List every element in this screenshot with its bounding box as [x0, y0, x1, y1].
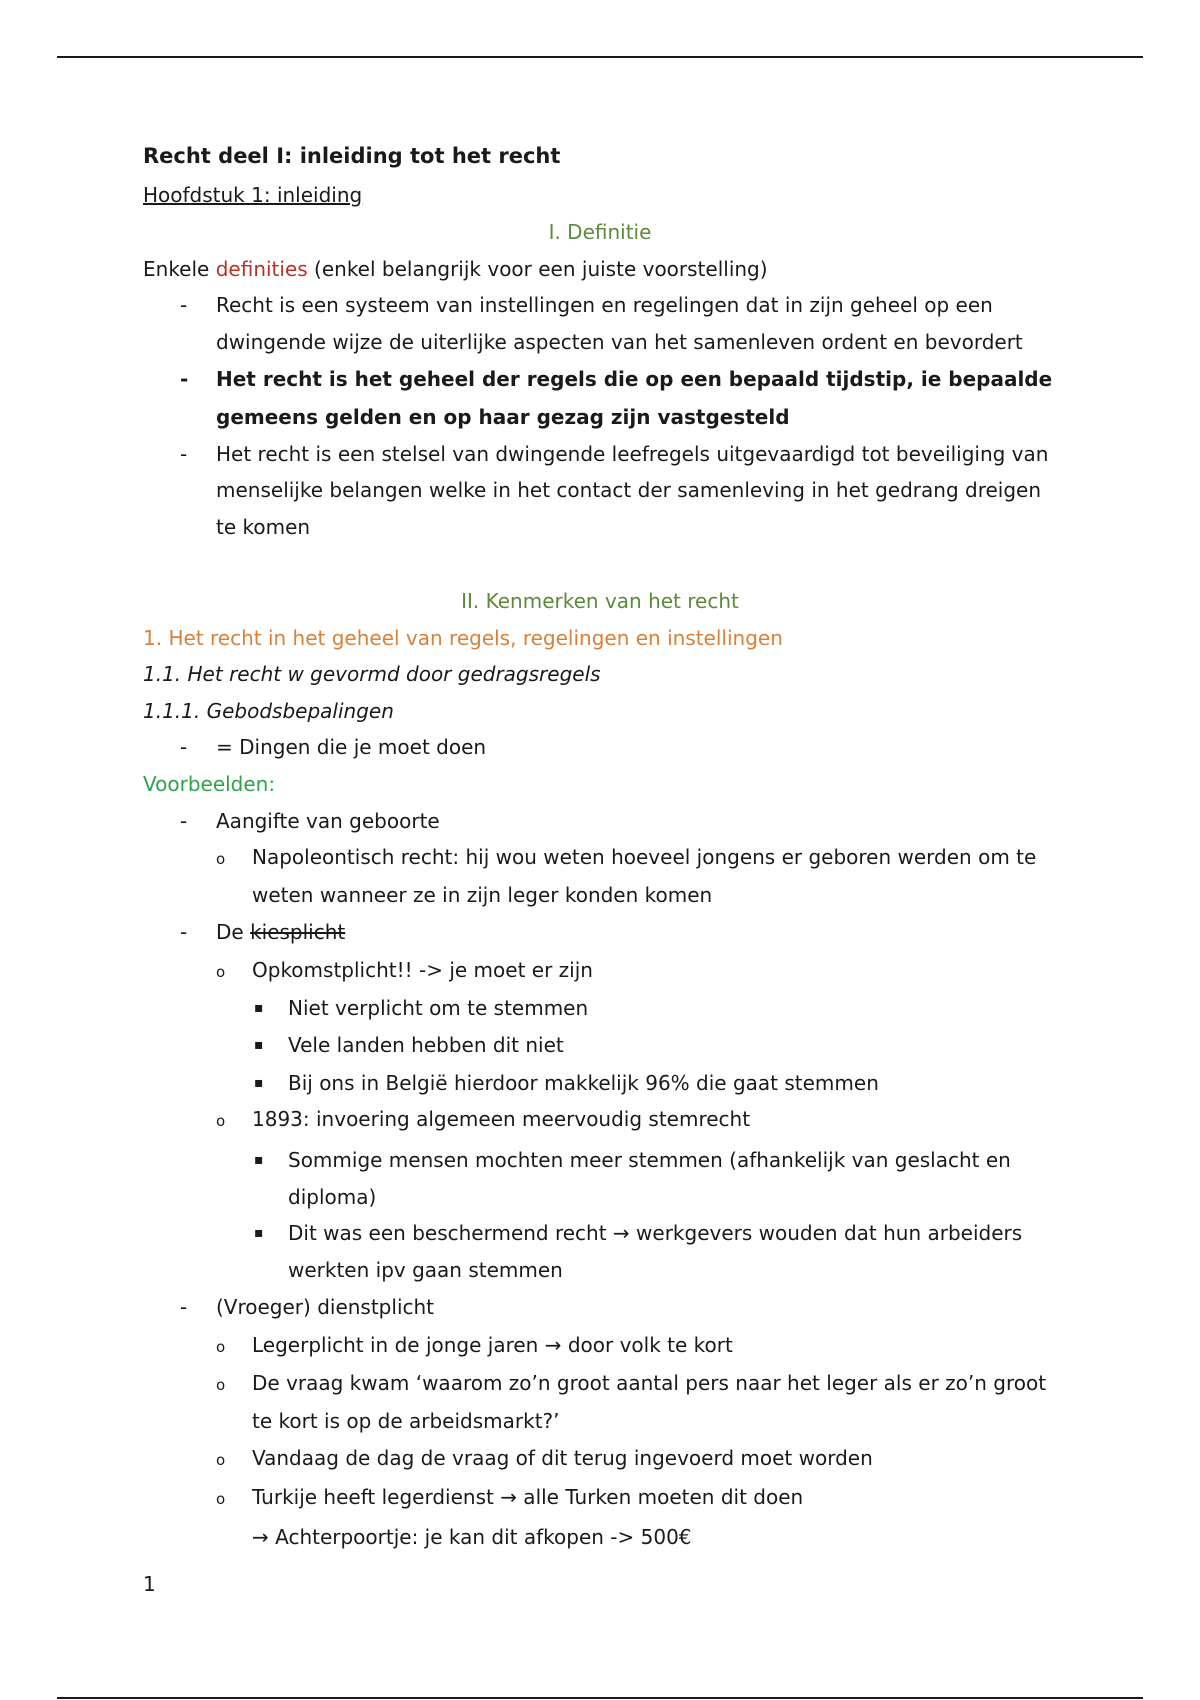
square-bullet: ▪ [254, 1152, 264, 1168]
square-bullet: ▪ [254, 1225, 264, 1241]
footer-rule [57, 1697, 1143, 1699]
page-number: 1 [143, 1572, 156, 1596]
dash-bullet: - [180, 920, 188, 944]
square-bullet: ▪ [254, 1037, 264, 1053]
definition-1-line-1: Recht is een systeem van instellingen en regelingen dat in zijn geheel op een [216, 293, 993, 317]
circle-bullet: o [216, 1490, 226, 1508]
example-3-detail-1: Legerplicht in de jonge jaren → door volk te kort [252, 1333, 733, 1357]
dash-bullet: - [180, 1295, 188, 1319]
example-1-detail-line-1: Napoleontisch recht: hij wou weten hoeveel jongens er geboren werden om te [252, 845, 1037, 869]
example-1: Aangifte van geboorte [216, 809, 440, 833]
circle-bullet: o [216, 1112, 226, 1130]
examples-label: Voorbeelden: [143, 772, 276, 796]
stemrecht-item-2-line-2: werkten ipv gaan stemmen [288, 1258, 563, 1282]
stemrecht-item-2-line-1: Dit was een beschermend recht → werkgevers wouden dat hun arbeiders [288, 1221, 1023, 1245]
stemrecht-item-1-line-2: diploma) [288, 1185, 377, 1209]
intro-text-rest: (enkel belangrijk voor een juiste voorstelling) [307, 257, 768, 281]
intro-keyword: definities [215, 257, 308, 281]
example-3-detail-2-line-2: te kort is op de arbeidsmarkt?’ [252, 1409, 560, 1433]
opkomstplicht-item-3: Bij ons in België hierdoor makkelijk 96% die gaat stemmen [288, 1071, 879, 1095]
example-2-struck-word: kiesplicht [250, 920, 346, 944]
example-2-prefix: De [216, 920, 251, 944]
subsection-1-1-1-heading: 1.1.1. Gebodsbepalingen [143, 699, 394, 723]
square-bullet: ▪ [254, 1000, 264, 1016]
definition-3-line-3: te komen [216, 515, 311, 539]
dash-bullet: - [180, 809, 188, 833]
circle-bullet: o [216, 1451, 226, 1469]
example-2-stemrecht: 1893: invoering algemeen meervoudig stemrecht [252, 1107, 751, 1131]
circle-bullet: o [216, 1376, 226, 1394]
dash-bullet: - [180, 293, 188, 317]
opkomstplicht-item-1: Niet verplicht om te stemmen [288, 996, 589, 1020]
example-3-detail-3: Vandaag de dag de vraag of dit terug ingevoerd moet worden [252, 1446, 873, 1470]
chapter-heading: Hoofdstuk 1: inleiding [143, 183, 363, 207]
dash-bullet: - [180, 367, 189, 391]
gebodsbepalingen-definition: = Dingen die je moet doen [216, 735, 487, 759]
example-3-detail-4-note: → Achterpoortje: je kan dit afkopen -> 500€ [252, 1525, 692, 1549]
intro-text: Enkele [143, 257, 216, 281]
circle-bullet: o [216, 963, 226, 981]
dash-bullet: - [180, 735, 188, 759]
opkomstplicht-item-2: Vele landen hebben dit niet [288, 1033, 564, 1057]
example-2 [216, 919, 345, 945]
square-bullet: ▪ [254, 1075, 264, 1091]
section-heading-kenmerken: II. Kenmerken van het recht [461, 589, 739, 613]
circle-bullet: o [216, 850, 226, 868]
definitions-intro [143, 256, 768, 282]
definition-2-line-2: gemeens gelden en op haar gezag zijn vastgesteld [216, 405, 790, 429]
circle-bullet: o [216, 1338, 226, 1356]
example-3-detail-4: Turkije heeft legerdienst → alle Turken moeten dit doen [252, 1485, 804, 1509]
example-2-opkomstplicht: Opkomstplicht!! -> je moet er zijn [252, 958, 593, 982]
example-1-detail-line-2: weten wanneer ze in zijn leger konden komen [252, 883, 713, 907]
definition-3-line-1: Het recht is een stelsel van dwingende leefregels uitgevaardigd tot beveiliging van [216, 442, 1049, 466]
dash-bullet: - [180, 442, 188, 466]
header-rule [57, 56, 1143, 58]
subsection-1-heading: 1. Het recht in het geheel van regels, regelingen en instellingen [143, 626, 783, 650]
definition-3-line-2: menselijke belangen welke in het contact der samenleving in het gedrang dreigen [216, 478, 1042, 502]
document-title: Recht deel I: inleiding tot het recht [143, 144, 561, 168]
section-heading-definitie: I. Definitie [548, 220, 652, 244]
example-3-detail-2-line-1: De vraag kwam ‘waarom zo’n groot aantal pers naar het leger als er zo’n groot [252, 1371, 1047, 1395]
definition-2-line-1: Het recht is het geheel der regels die op een bepaald tijdstip, ie bepaalde [216, 367, 1053, 391]
subsection-1-1-heading: 1.1. Het recht w gevormd door gedragsregels [143, 662, 601, 686]
stemrecht-item-1-line-1: Sommige mensen mochten meer stemmen (afhankelijk van geslacht en [288, 1148, 1011, 1172]
example-3: (Vroeger) dienstplicht [216, 1295, 435, 1319]
definition-1-line-2: dwingende wijze de uiterlijke aspecten van het samenleven ordent en bevordert [216, 330, 1023, 354]
